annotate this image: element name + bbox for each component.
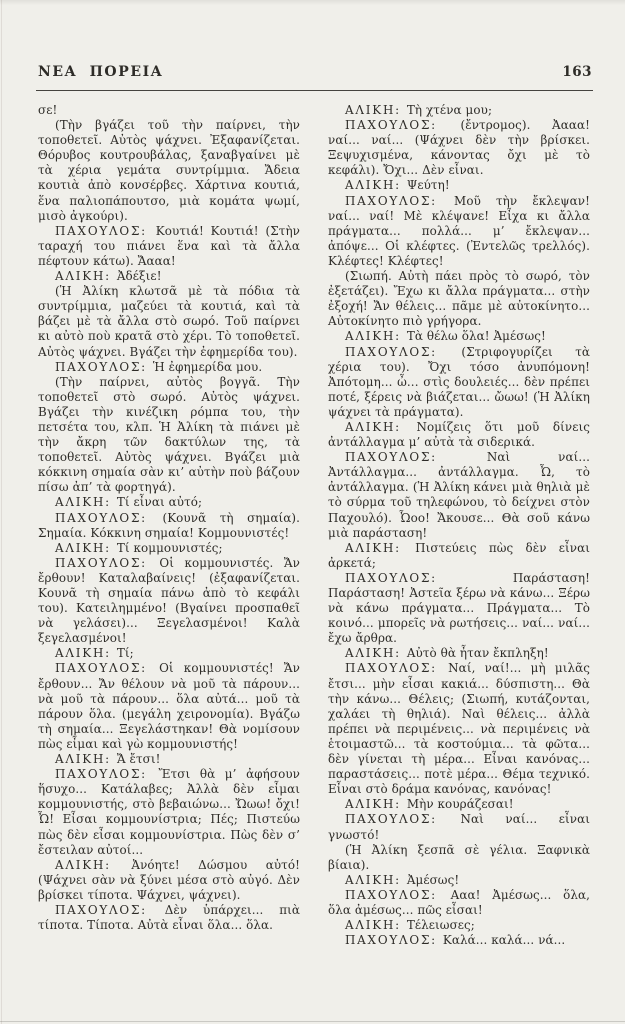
dialogue-paragraph: ΠΑΧΟΥΛΟΣ: Καλά... καλά... νά...	[345, 933, 566, 948]
dialogue-paragraph: ΑΛΙΚΗ: Ἀδέξιε!	[55, 269, 162, 284]
speaker-name: ΠΑΧΟΥΛΟΣ:	[345, 450, 437, 465]
speaker-name: ΠΑΧΟΥΛΟΣ:	[55, 555, 147, 570]
speaker-name: ΑΛΙΚΗ:	[345, 103, 401, 117]
dialogue-paragraph: ΑΛΙΚΗ: Τί;	[55, 646, 134, 661]
scan-edge-artifact	[1, 0, 2, 1024]
dialogue-paragraph: ΠΑΧΟΥΛΟΣ: Ναὶ ναί... Ἀντάλλαγμα... ἀντάλλαγμα. Ὦ, τὸ ἀντάλλαγμα. (Ἡ Ἀλίκη κάνει μιὰ θηλιὰ μὲ τὸ σύρμα τοῦ τηλεφώνου, τὸ δείχνει στὸν Παχουλό). Ὦοο! Ἄκουσε... Θὰ σοῦ κάνω μιὰ παράσταση!	[328, 450, 590, 540]
dialogue-paragraph: ΑΛΙΚΗ: Ἀμέσως!	[345, 872, 460, 887]
dialogue-paragraph: ΠΑΧΟΥΛΟΣ: Δὲν ὑπάρχει... πιὰ τίποτα. Τίποτα. Αὐτὰ εἶναι ὅλα... ὅλα.	[38, 902, 300, 933]
page-header	[38, 64, 592, 80]
speaker-name: ΑΛΙΚΗ:	[55, 540, 111, 555]
speaker-name: ΑΛΙΚΗ:	[55, 752, 111, 767]
stage-direction-paragraph: σε!	[38, 103, 58, 117]
dialogue-paragraph: ΑΛΙΚΗ: Ἄ ἔτσι!	[55, 752, 161, 767]
speaker-name: ΑΛΙΚΗ:	[345, 918, 401, 933]
page-number: 163	[562, 64, 592, 80]
dialogue-paragraph: ΠΑΧΟΥΛΟΣ: Ἡ ἐφημερίδα μου.	[55, 359, 263, 374]
text-columns	[38, 103, 592, 1010]
speaker-name: ΠΑΧΟΥΛΟΣ:	[345, 118, 437, 133]
dialogue-paragraph: ΑΛΙΚΗ: Αὐτὸ θὰ ἦταν ἔκπληξη!	[345, 646, 549, 661]
speaker-name: ΑΛΙΚΗ:	[345, 797, 401, 812]
dialogue-paragraph: ΑΛΙΚΗ: Ἀνόητε! Δώσμου αὐτό! (Ψάχνει σὰν νὰ ξύνει μέσα στὸ αὐγό. Δὲν βρίσκει τίποτα. Ψάχνει, ψάχνει).	[38, 857, 300, 902]
speaker-name: ΠΑΧΟΥΛΟΣ:	[55, 223, 147, 238]
journal-title: ΝΕΑ ΠΟΡΕΙΑ	[38, 64, 164, 80]
speaker-name: ΑΛΙΚΗ:	[345, 329, 401, 344]
dialogue-paragraph: ΑΛΙΚΗ: Ψεύτη!	[345, 178, 450, 193]
speaker-name: ΠΑΧΟΥΛΟΣ:	[55, 510, 147, 525]
speaker-name: ΠΑΧΟΥΛΟΣ:	[345, 812, 437, 827]
speaker-name: ΑΛΙΚΗ:	[55, 495, 111, 510]
left-column	[38, 103, 300, 1010]
dialogue-paragraph: ΠΑΧΟΥΛΟΣ: (ἔντρομος). Ἀααα! ναί... ναί... (Ψάχνει δὲν τὴν βρίσκει. Ξεψυχισμένα, κάνοντας ὄχι μὲ τὸ κεφάλι). Ὄχι... Δὲν εἶναι.	[328, 118, 590, 178]
speaker-name: ΑΛΙΚΗ:	[345, 872, 401, 887]
dialogue-paragraph: ΠΑΧΟΥΛΟΣ: Οἱ κομμουνιστές! Ἄν ἔρθουν... Ἄν θέλουν νὰ μοῦ τὰ πάρουν... νὰ μοῦ τὰ πάρουν... ὅλα αὐτά... μοῦ τὰ πάρουν ὅλα. (μεγάλη χειρονομία). Βγάζω τὴ σημαία... Ξεγελάστηκαν! Θὰ νομίσουν πὼς εἶμαι καὶ γὼ κομμουνιστής!	[38, 661, 300, 751]
speaker-name: ΠΑΧΟΥΛΟΣ:	[345, 933, 437, 948]
speaker-name: ΑΛΙΚΗ:	[345, 540, 401, 555]
dialogue-paragraph: ΑΛΙΚΗ: Τὴ χτένα μου;	[345, 103, 493, 117]
speaker-name: ΠΑΧΟΥΛΟΣ:	[55, 359, 147, 374]
speaker-name: ΠΑΧΟΥΛΟΣ:	[55, 661, 147, 676]
stage-direction-paragraph: (Σιωπή. Αὐτὴ πάει πρὸς τὸ σωρό, τὸν ἐξετάζει). Ἔχω κι ἄλλα πράγματα... στὴν ἐξοχή! Ἄν θέλεις... πᾶμε μὲ αὐτοκίνητο... Αὐτοκίνητο πιὸ γρήγορα.	[328, 269, 590, 329]
dialogue-paragraph: ΠΑΧΟΥΛΟΣ: (Κουνᾶ τὴ σημαία). Σημαία. Κόκκινη σημαία! Κομμουνιστές!	[38, 510, 300, 540]
dialogue-paragraph: ΑΛΙΚΗ: Πιστεύεις πὼς δὲν εἶναι ἀρκετά;	[328, 540, 590, 570]
dialogue-paragraph: ΑΛΙΚΗ: Τί εἶναι αὐτό;	[55, 495, 203, 510]
header-rule	[36, 90, 593, 91]
dialogue-paragraph: ΠΑΧΟΥΛΟΣ: Οἱ κομμουνιστές. Ἄν ἔρθουν! Καταλαβαίνεις! (ἐξαφανίζεται. Κουνᾶ τὴ σημαία πάνω ἀπὸ τὸ κεφάλι του). Κατειλημμένο! (Βγαίνει προσπαθεῖ νὰ γελάσει)... Ξεγελασμένοι! Καλὰ ξεγελασμένοι!	[38, 555, 300, 646]
speaker-name: ΑΛΙΚΗ:	[345, 646, 401, 661]
dialogue-paragraph: ΑΛΙΚΗ: Τί κομμουνιστές;	[55, 540, 223, 555]
speaker-name: ΑΛΙΚΗ:	[55, 269, 111, 284]
right-column	[328, 103, 590, 1010]
stage-direction-paragraph: (Ἡ Ἀλίκη ξεσπᾶ σὲ γέλια. Ξαφνικὰ βίαια).	[328, 842, 590, 872]
speaker-name: ΑΛΙΚΗ:	[345, 178, 401, 193]
speaker-name: ΠΑΧΟΥΛΟΣ:	[345, 887, 437, 902]
dialogue-paragraph: ΠΑΧΟΥΛΟΣ: Μοῦ τὴν ἔκλεψαν! ναί... ναί! Μὲ κλέψανε! Εἶχα κι ἄλλα πράγματα... πολλά... μ’ ἔκλεψαν... ἀπόψε... Οἱ κλέφτες. (Ἐντελῶς τρελλός). Κλέφτες! Κλέφτες!	[328, 193, 590, 268]
stage-direction-paragraph: (Ἡ Ἀλίκη κλωτσᾶ μὲ τὰ πόδια τὰ συντρίμμια, μαζεύει τὰ κουτιά, καὶ τὰ βάζει μὲ τὰ ἄλλα στὸ σωρό. Τοῦ παίρνει κι αὐτὸ ποὺ κρατᾶ στὸ χέρι. Τὸ τοποθετεῖ. Αὐτὸς ψάχνει. Βγάζει τὴν ἐφημερίδα του).	[38, 284, 300, 359]
dialogue-paragraph: ΠΑΧΟΥΛΟΣ: Παράσταση! Παράσταση! Ἀστεῖα ξέρω νὰ κάνω... Ξέρω νὰ κάνω πράγματα... Πράγματα... Τὸ κοινό... μπορεῖς νὰ ρωτήσεις... ναί... ναί... ἔχω ἄρθρα.	[328, 570, 590, 646]
speaker-name: ΠΑΧΟΥΛΟΣ:	[55, 902, 147, 917]
dialogue-paragraph: ΠΑΧΟΥΛΟΣ: Ναί, ναί!... μὴ μιλᾶς ἔτσι... μὴν εἶσαι κακιά... δύσπιστη... Θὰ τὴν κάνω... Θέλεις; (Σιωπή, κυτάζονται, χαλάει τὴ θηλιά). Ναὶ θέλεις... ἀλλὰ πρέπει νὰ περιμένεις... νὰ περιμένεις νὰ ἑτοιμαστῶ... τὰ κοστούμια... τὰ φῶτα... δὲν γίνεται τὴ μέρα... Εἶναι κανόνας... παραστάσεις... ποτὲ μέρα... Θέμα τεχνικό. Εἶναι στὸ δράμα κανόνας, κανόνας!	[328, 661, 590, 797]
dialogue-paragraph: ΠΑΧΟΥΛΟΣ: Ααα! Ἀμέσως... ὅλα, ὅλα ἀμέσως... πῶς εἶσαι!	[328, 887, 590, 917]
speaker-name: ΠΑΧΟΥΛΟΣ:	[345, 570, 437, 585]
dialogue-paragraph: ΠΑΧΟΥΛΟΣ: Ἔτσι θὰ μ’ ἀφήσουν ἥσυχο... Κατάλαβες; Ἀλλὰ δὲν εἶμαι κομμουνιστής, στὸ βεβαιώνω... Ὤωω! ὄχι! Ὦ! Εἶσαι κομμουνίστρια; Πές; Πιστεύω πὼς δὲν εἶσαι κομμουνίστρια. Πὼς δὲν σ’ ἔστειλαν αὐτοί...	[38, 767, 300, 857]
dialogue-paragraph: ΠΑΧΟΥΛΟΣ: (Στριφογυρίζει τὰ χέρια του). Ὄχι τόσο ἀνυπόμονη! Ἀπότομη... ὦ... στὶς δουλειές... δὲν πρέπει ποτέ, ξέρεις νὰ βιάζεται... ὤωω! (Ἡ Ἀλίκη ψάχνει τὰ πράγματα).	[328, 344, 590, 419]
speaker-name: ΠΑΧΟΥΛΟΣ:	[345, 661, 437, 676]
dialogue-paragraph: ΑΛΙΚΗ: Νομίζεις ὅτι μοῦ δίνεις ἀντάλλαγμα μ’ αὐτὰ τὰ σιδερικά.	[328, 419, 590, 450]
dialogue-paragraph: ΑΛΙΚΗ: Μὴν κουράζεσαι!	[345, 797, 514, 812]
speaker-name: ΑΛΙΚΗ:	[55, 857, 111, 872]
speaker-name: ΑΛΙΚΗ:	[345, 419, 401, 434]
dialogue-paragraph: ΠΑΧΟΥΛΟΣ: Ναὶ ναί... εἶναι γνωστό!	[328, 812, 590, 842]
speaker-name: ΑΛΙΚΗ:	[55, 646, 111, 661]
speaker-name: ΠΑΧΟΥΛΟΣ:	[345, 193, 437, 208]
speaker-name: ΠΑΧΟΥΛΟΣ:	[55, 767, 147, 782]
stage-direction-paragraph: (Τὴν παίρνει, αὐτὸς βογγᾶ. Τὴν τοποθετεῖ στὸ σωρό. Αὐτὸς ψάχνει. Βγάζει τὴν κινέζικη ρόμπα του, τὴν πετσέτα του, κλπ. Ἡ Ἀλίκη τὰ πιάνει μὲ τὴν ἄκρη τῶν δακτύλων της, τὰ τοποθετεῖ. Αὐτὸς ψάχνει. Βγάζει μιὰ κόκκινη σημαία σὰν κι’ αὐτὴν ποὺ βάζουν πίσω ἀπ’ τὰ φορτηγά).	[38, 374, 300, 495]
speaker-name: ΠΑΧΟΥΛΟΣ:	[345, 344, 437, 359]
dialogue-paragraph: ΑΛΙΚΗ: Τὰ θέλω ὅλα! Ἀμέσως!	[345, 329, 546, 344]
dialogue-paragraph: ΠΑΧΟΥΛΟΣ: Κουτιά! Κουτιά! (Στὴν ταραχή του πιάνει ἕνα καὶ τὰ ἄλλα πέφτουν κάτω). Ἄααα!	[38, 223, 300, 268]
dialogue-paragraph: ΑΛΙΚΗ: Τέλειωσες;	[345, 918, 475, 933]
stage-direction-paragraph: (Τὴν βγάζει τοῦ τὴν παίρνει, τὴν τοποθετεῖ. Αὐτὸς ψάχνει. Ἐξαφανίζεται. Θόρυβος κουτρουβάλας, ξαναβγαίνει μὲ τὰ χέρια γεμάτα συντρίμμια. Ἄδεια κουτιὰ ἀπὸ κονσέρβες. Χάρτινα κουτιά, ἕνα παλιοπάπουτσο, μιὰ κομάτα ψωμί, μισὸ ἀγκούρι).	[38, 118, 300, 223]
